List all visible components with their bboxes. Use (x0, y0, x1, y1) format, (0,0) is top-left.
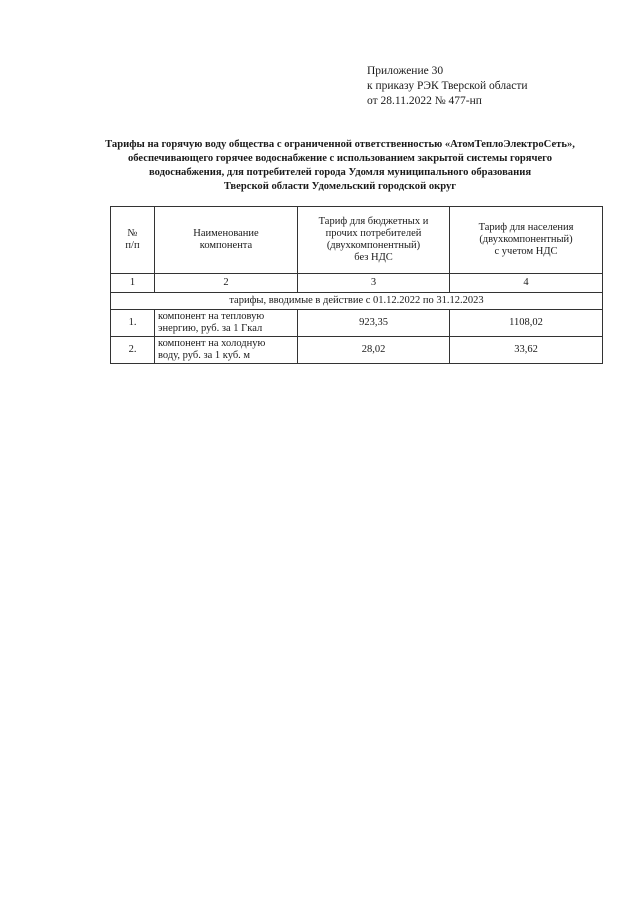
column-number-cell: 2 (155, 274, 298, 293)
row-budget-tariff: 28,02 (298, 337, 450, 364)
row-number: 1. (111, 310, 155, 337)
title-line-3: водоснабжения, для потребителей города Удомля муниципального образования (148, 167, 532, 178)
header-budget-tariff: Тариф для бюджетных и прочих потребителей (двухкомпонентный) без НДС (298, 207, 450, 274)
row-population-tariff: 33,62 (450, 337, 603, 364)
header-component-name: Наименование компонента (155, 207, 298, 274)
column-number-cell: 3 (298, 274, 450, 293)
title-line-2: обеспечивающего горячее водоснабжение с использованием закрытой системы горячего (127, 153, 553, 164)
table-row (111, 310, 603, 337)
row-number: 2. (111, 337, 155, 364)
appendix-order: к приказу РЭК Тверской области (367, 80, 528, 92)
period-row (111, 293, 603, 310)
row-budget-tariff: 923,35 (298, 310, 450, 337)
column-number-cell: 1 (111, 274, 155, 293)
document-title (70, 138, 610, 194)
column-number-cell: 4 (450, 274, 603, 293)
appendix-date: от 28.11.2022 № 477-нп (367, 95, 482, 107)
header-number: № п/п (111, 207, 155, 274)
appendix-number: Приложение 30 (367, 65, 444, 77)
table-header-row (111, 207, 603, 274)
title-line-1: Тарифы на горячую воду общества с ограниченной ответственностью «АтомТеплоЭлектроСеть», (105, 139, 575, 150)
header-population-tariff: Тариф для населения (двухкомпонентный) с учетом НДС (450, 207, 603, 274)
tariffs-table (110, 206, 603, 364)
period-cell: тарифы, вводимые в действие с 01.12.2022 по 31.12.2023 (111, 293, 603, 310)
table-row (111, 337, 603, 364)
title-line-4: Тверской области Удомельский городской округ (223, 181, 457, 192)
row-population-tariff: 1108,02 (450, 310, 603, 337)
row-component-name: компонент на тепловую энергию, руб. за 1 Гкал (155, 310, 298, 337)
column-numbers-row (111, 274, 603, 293)
row-component-name: компонент на холодную воду, руб. за 1 куб. м (155, 337, 298, 364)
appendix-reference (367, 64, 528, 109)
